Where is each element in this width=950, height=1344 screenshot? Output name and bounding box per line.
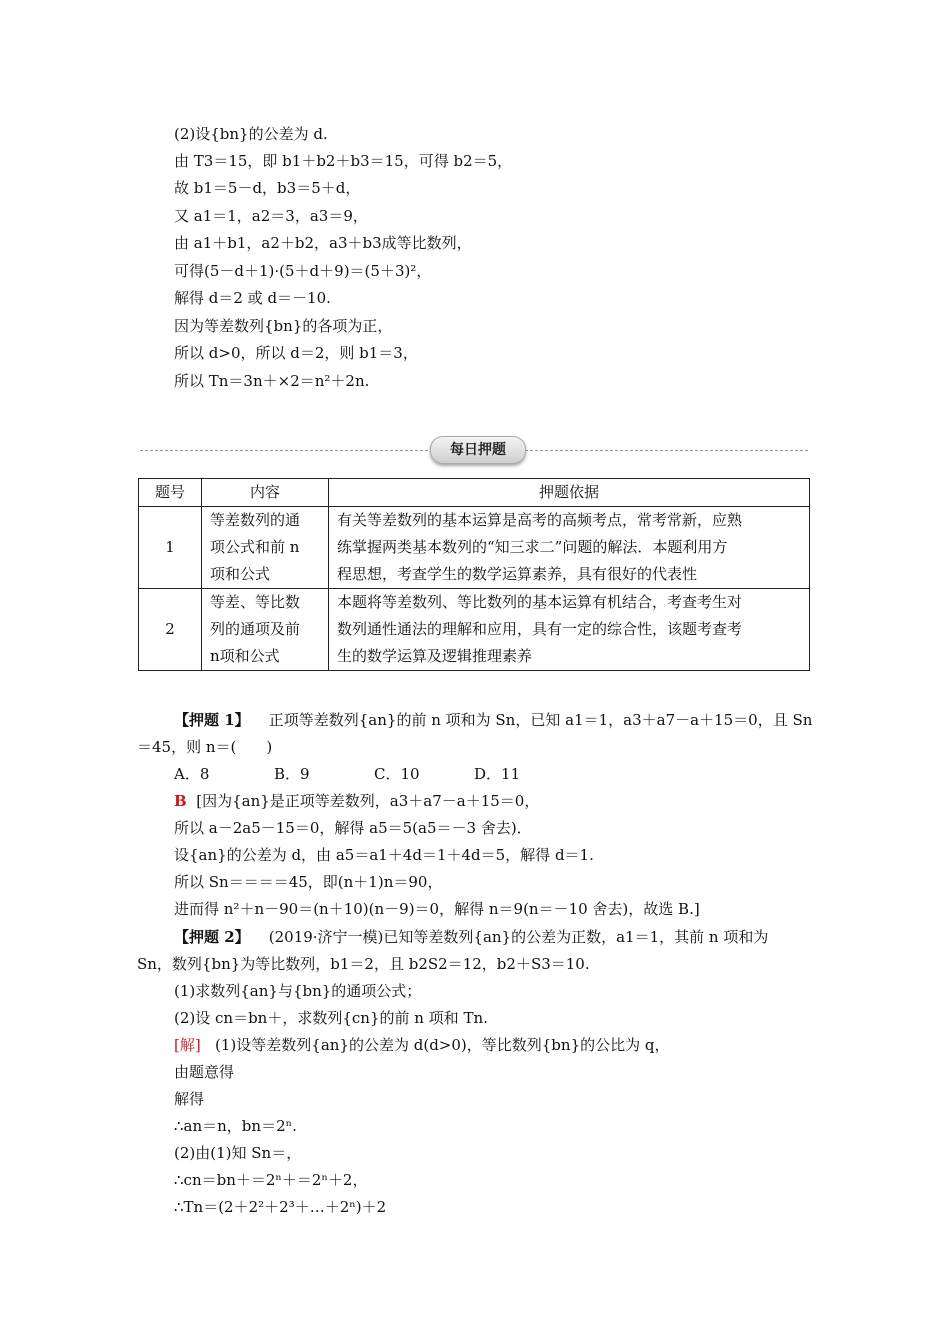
option: C．10 bbox=[374, 765, 420, 783]
solution-line: 所以 d>0，所以 d＝2，则 b1＝3， bbox=[174, 344, 418, 362]
option: B．9 bbox=[274, 765, 310, 783]
solution-line: 由题意得 bbox=[174, 1063, 235, 1081]
solution-line: 由 T3＝15，即 b1＋b2＋b3＝15，可得 b2＝5， bbox=[174, 152, 513, 170]
question-1-stem bbox=[174, 710, 812, 730]
question-part: (2)设 cn＝bn＋，求数列{cn}的前 n 项和 Tn. bbox=[174, 1009, 488, 1027]
table-header-row bbox=[139, 479, 810, 507]
content-line: 等差数列的通 bbox=[210, 511, 301, 529]
solution-line: 解得 bbox=[174, 1090, 205, 1108]
table-header: 内容 bbox=[202, 479, 329, 507]
solution-head bbox=[174, 1035, 669, 1055]
solution-line: (2)设{bn}的公差为 d. bbox=[174, 125, 328, 143]
solution-line: 又 a1＝1，a2＝3，a3＝9， bbox=[174, 207, 368, 225]
question-text: ＝45，则 n＝( ) bbox=[137, 738, 273, 756]
question-tag: 【押题 2】 bbox=[174, 928, 250, 946]
solution-tag: [解] bbox=[174, 1036, 201, 1054]
answer-line bbox=[174, 791, 539, 811]
table-header: 题号 bbox=[139, 479, 202, 507]
question-2-stem bbox=[174, 927, 768, 947]
table-header: 押题依据 bbox=[329, 479, 810, 507]
content-line: n项和公式 bbox=[210, 647, 280, 665]
prediction-table bbox=[138, 478, 810, 671]
table-row bbox=[139, 589, 810, 671]
section-banner: 每日押题 bbox=[430, 436, 526, 464]
table-row bbox=[139, 507, 810, 589]
option: A．8 bbox=[174, 765, 210, 783]
solution-line: ∴an＝n，bn＝2ⁿ. bbox=[174, 1117, 297, 1135]
basis-line: 数列通性通法的理解和应用，具有一定的综合性，该题考查考 bbox=[337, 620, 743, 638]
option: D．11 bbox=[474, 765, 521, 783]
content-line: 列的通项及前 bbox=[210, 620, 301, 638]
solution-line: 解得 d＝2 或 d＝－10. bbox=[174, 289, 331, 307]
solution-line: (1)设等差数列{an}的公差为 d(d>0)，等比数列{bn}的公比为 q， bbox=[215, 1036, 670, 1054]
solution-line: 可得(5－d＋1)·(5＋d＋9)＝(5＋3)²， bbox=[174, 262, 432, 280]
basis-line: 练掌握两类基本数列的“知三求二”问题的解法．本题利用方 bbox=[337, 538, 728, 556]
row-basis bbox=[329, 589, 810, 671]
question-tag: 【押题 1】 bbox=[174, 711, 250, 729]
solution-line: 所以 Tn＝3n＋×2＝n²＋2n. bbox=[174, 372, 370, 390]
basis-line: 本题将等差数列、等比数列的基本运算有机结合，考查考生对 bbox=[337, 593, 743, 611]
row-number: 2 bbox=[139, 589, 202, 671]
row-content bbox=[202, 589, 329, 671]
options-row bbox=[174, 764, 574, 784]
solution-line: 因为等差数列{bn}的各项为正， bbox=[174, 317, 393, 335]
basis-line: 有关等差数列的基本运算是高考的高频考点，常考常新，应熟 bbox=[337, 511, 743, 529]
solution-line: 由 a1＋b1，a2＋b2，a3＋b3成等比数列， bbox=[174, 234, 472, 252]
question-text: (2019·济宁一模)已知等差数列{an}的公差为正数，a1＝1，其前 n 项和为 bbox=[268, 928, 769, 946]
solution-line: 所以 a－2a5－15＝0，解得 a5＝5(a5＝－3 舍去)． bbox=[174, 819, 532, 837]
solution-line: 所以 Sn＝＝＝＝45，即(n＋1)n＝90， bbox=[174, 873, 443, 891]
basis-line: 程思想，考查学生的数学运算素养，具有很好的代表性 bbox=[337, 565, 698, 583]
row-content bbox=[202, 507, 329, 589]
row-basis bbox=[329, 507, 810, 589]
question-text: 正项等差数列{an}的前 n 项和为 Sn，已知 a1＝1，a3＋a7－a＋15＝0，且 Sn bbox=[268, 711, 813, 729]
question-text: Sn，数列{bn}为等比数列，b1＝2，且 b2S2＝12，b2＋S3＝10. bbox=[137, 955, 590, 973]
answer-letter: B bbox=[174, 792, 187, 810]
solution-line: ∴Tn＝(2＋2²＋2³＋…＋2ⁿ)＋2 bbox=[174, 1198, 387, 1216]
content-line: 等差、等比数 bbox=[210, 593, 301, 611]
solution-line: [因为{an}是正项等差数列，a3＋a7－a＋15＝0， bbox=[196, 792, 540, 810]
solution-line: 进而得 n²＋n－90＝(n＋10)(n－9)＝0，解得 n＝9(n＝－10 舍去)，故选 B.] bbox=[174, 900, 700, 918]
solution-line: 故 b1＝5－d，b3＝5＋d， bbox=[174, 179, 361, 197]
solution-line: (2)由(1)知 Sn＝， bbox=[174, 1144, 302, 1162]
solution-line: ∴cn＝bn＋＝2ⁿ＋＝2ⁿ＋2， bbox=[174, 1171, 368, 1189]
content-line: 项和公式 bbox=[210, 565, 271, 583]
basis-line: 生的数学运算及逻辑推理素养 bbox=[337, 647, 533, 665]
row-number: 1 bbox=[139, 507, 202, 589]
solution-line: 设{an}的公差为 d，由 a5＝a1＋4d＝1＋4d＝5，解得 d＝1. bbox=[174, 846, 594, 864]
content-line: 项公式和前 n bbox=[210, 538, 300, 556]
question-part: (1)求数列{an}与{bn}的通项公式； bbox=[174, 982, 422, 1000]
